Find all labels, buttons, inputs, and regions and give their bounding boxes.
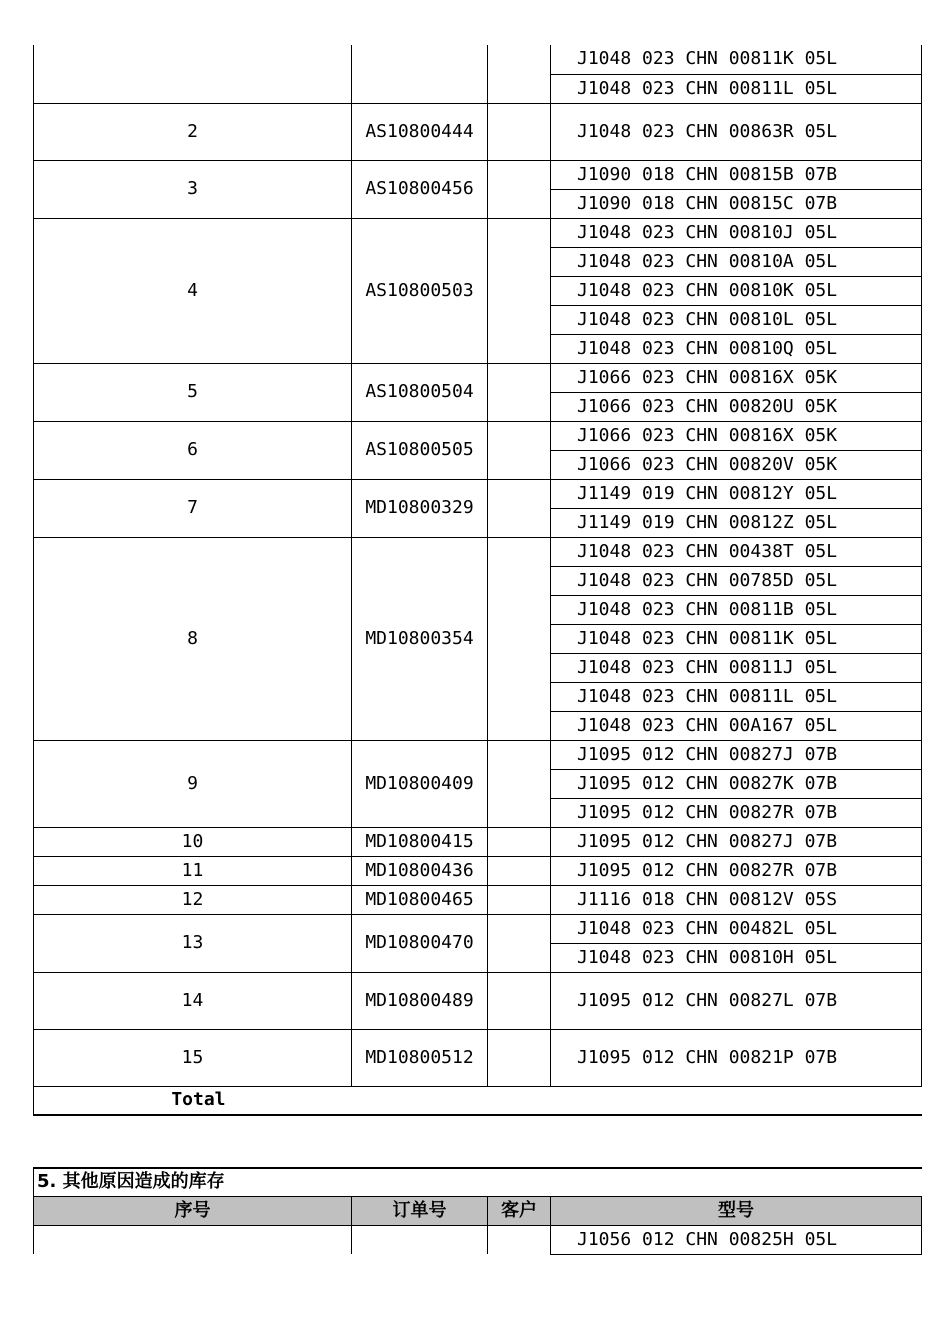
model-cell: J1048 023 CHN 00810L 05L [551, 305, 922, 334]
header-model: 型号 [551, 1196, 922, 1225]
seq-cell: 6 [34, 421, 352, 479]
customer-cell [488, 103, 551, 160]
model-cell: J1066 023 CHN 00820U 05K [551, 392, 922, 421]
table-row [34, 363, 922, 392]
total-row [34, 1086, 922, 1115]
inventory-table [33, 45, 922, 1116]
seq-cell [34, 45, 352, 103]
order-cell: MD10800470 [352, 914, 488, 972]
table-row [34, 885, 922, 914]
order-cell: AS10800505 [352, 421, 488, 479]
table-row [34, 537, 922, 566]
customer-cell [488, 972, 551, 1029]
seq-cell: 14 [34, 972, 352, 1029]
model-cell: J1048 023 CHN 00482L 05L [551, 914, 922, 943]
model-cell: J1095 012 CHN 00827J 07B [551, 827, 922, 856]
customer-cell [488, 45, 551, 103]
model-cell: J1090 018 CHN 00815C 07B [551, 189, 922, 218]
total-empty-cell [551, 1086, 922, 1115]
model-cell: J1095 012 CHN 00827R 07B [551, 798, 922, 827]
seq-cell: 10 [34, 827, 352, 856]
seq-cell: 4 [34, 218, 352, 363]
customer-cell [488, 218, 551, 363]
model-cell: J1116 018 CHN 00812V 05S [551, 885, 922, 914]
table-row [34, 827, 922, 856]
model-cell: J1095 012 CHN 00827R 07B [551, 856, 922, 885]
customer-cell [488, 1029, 551, 1086]
seq-cell: 8 [34, 537, 352, 740]
header-seq: 序号 [34, 1196, 352, 1225]
seq-cell: 12 [34, 885, 352, 914]
model-cell: J1095 012 CHN 00827L 07B [551, 972, 922, 1029]
model-cell: J1090 018 CHN 00815B 07B [551, 160, 922, 189]
customer-cell [488, 421, 551, 479]
total-empty-cell [488, 1086, 551, 1115]
model-cell: J1048 023 CHN 00811B 05L [551, 595, 922, 624]
order-cell: AS10800504 [352, 363, 488, 421]
order-cell: MD10800436 [352, 856, 488, 885]
order-cell: MD10800465 [352, 885, 488, 914]
table-row [34, 218, 922, 247]
order-cell: MD10800415 [352, 827, 488, 856]
section5-title: 5. 其他原因造成的库存 [34, 1168, 922, 1196]
seq-cell: 11 [34, 856, 352, 885]
customer-cell [488, 160, 551, 218]
customer-cell [488, 856, 551, 885]
order-cell: MD10800329 [352, 479, 488, 537]
table-row [34, 45, 922, 74]
header-customer: 客户 [488, 1196, 551, 1225]
customer-cell [488, 363, 551, 421]
order-cell [352, 45, 488, 103]
seq-cell: 2 [34, 103, 352, 160]
model-cell: J1048 023 CHN 00863R 05L [551, 103, 922, 160]
order-cell: AS10800503 [352, 218, 488, 363]
order-cell: AS10800456 [352, 160, 488, 218]
model-cell: J1048 023 CHN 00810Q 05L [551, 334, 922, 363]
model-cell: J1095 012 CHN 00821P 07B [551, 1029, 922, 1086]
model-cell: J1048 023 CHN 00811K 05L [551, 45, 922, 74]
total-empty-cell [352, 1086, 488, 1115]
model-cell: J1048 023 CHN 00810K 05L [551, 276, 922, 305]
table-row [34, 856, 922, 885]
header-order: 订单号 [352, 1196, 488, 1225]
model-cell: J1048 023 CHN 00810H 05L [551, 943, 922, 972]
model-cell: J1048 023 CHN 00810A 05L [551, 247, 922, 276]
customer-cell [488, 1225, 551, 1254]
customer-cell [488, 537, 551, 740]
total-label: Total [34, 1086, 352, 1115]
model-cell: J1149 019 CHN 00812Y 05L [551, 479, 922, 508]
model-cell: J1066 023 CHN 00816X 05K [551, 421, 922, 450]
customer-cell [488, 885, 551, 914]
seq-cell: 15 [34, 1029, 352, 1086]
model-cell: J1095 012 CHN 00827K 07B [551, 769, 922, 798]
section5-table [33, 1167, 922, 1255]
order-cell: AS10800444 [352, 103, 488, 160]
model-cell: J1048 023 CHN 00438T 05L [551, 537, 922, 566]
customer-cell [488, 479, 551, 537]
order-cell: MD10800512 [352, 1029, 488, 1086]
seq-cell: 3 [34, 160, 352, 218]
model-cell: J1048 023 CHN 00811J 05L [551, 653, 922, 682]
seq-cell: 9 [34, 740, 352, 827]
customer-cell [488, 827, 551, 856]
customer-cell [488, 740, 551, 827]
model-cell: J1048 023 CHN 00785D 05L [551, 566, 922, 595]
table-row [34, 914, 922, 943]
seq-cell [34, 1225, 352, 1254]
model-cell: J1048 023 CHN 00A167 05L [551, 711, 922, 740]
model-cell: J1048 023 CHN 00811K 05L [551, 624, 922, 653]
table-row [34, 160, 922, 189]
table-row [34, 1029, 922, 1086]
table-row [34, 421, 922, 450]
seq-cell: 13 [34, 914, 352, 972]
model-cell: J1149 019 CHN 00812Z 05L [551, 508, 922, 537]
model-cell: J1048 023 CHN 00811L 05L [551, 682, 922, 711]
seq-cell: 7 [34, 479, 352, 537]
model-cell: J1056 012 CHN 00825H 05L [551, 1225, 922, 1254]
model-cell: J1066 023 CHN 00820V 05K [551, 450, 922, 479]
order-cell: MD10800489 [352, 972, 488, 1029]
table-row [34, 103, 922, 160]
table-row [34, 479, 922, 508]
customer-cell [488, 914, 551, 972]
model-cell: J1048 023 CHN 00810J 05L [551, 218, 922, 247]
table-row [34, 740, 922, 769]
seq-cell: 5 [34, 363, 352, 421]
order-cell: MD10800409 [352, 740, 488, 827]
model-cell: J1048 023 CHN 00811L 05L [551, 74, 922, 103]
order-cell [352, 1225, 488, 1254]
order-cell: MD10800354 [352, 537, 488, 740]
model-cell: J1066 023 CHN 00816X 05K [551, 363, 922, 392]
table-row [34, 972, 922, 1029]
model-cell: J1095 012 CHN 00827J 07B [551, 740, 922, 769]
